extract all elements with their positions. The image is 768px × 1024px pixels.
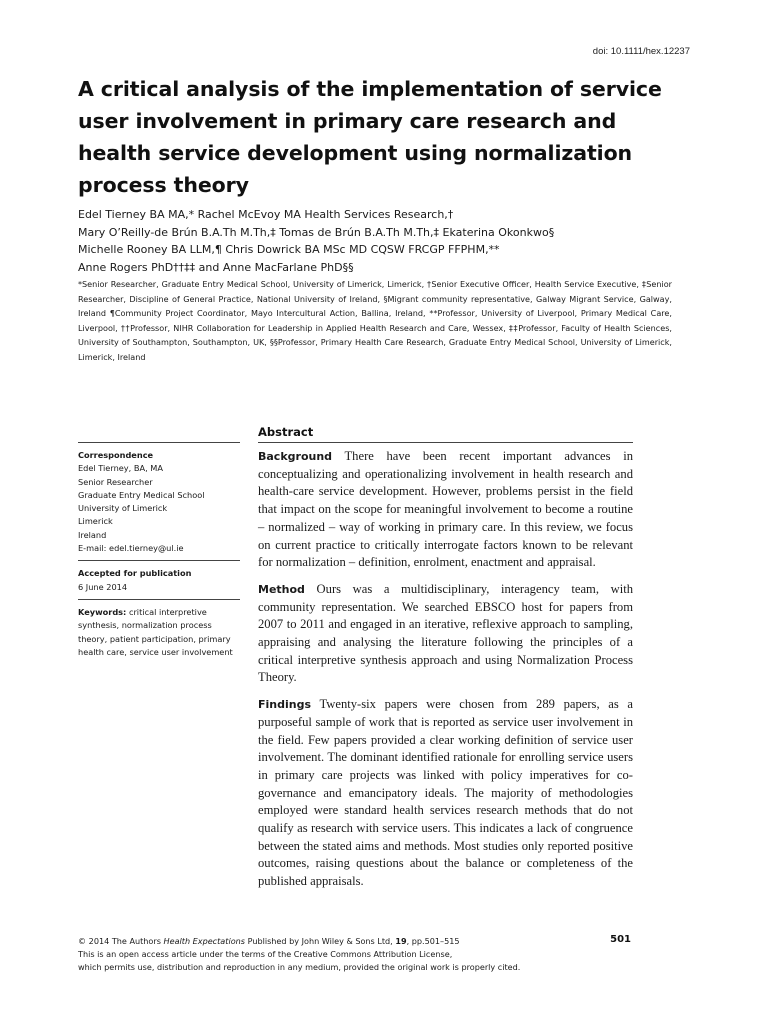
license-line: This is an open access article under the terms of the Creative Commons Attribution License, (78, 949, 453, 960)
abstract-findings (258, 696, 633, 891)
keywords-block (78, 599, 240, 659)
section-text: There have been recent important advances in conceptualizing and operationalizing involvement in health research and health-care service development. However, problems persist in the field that impact on the scope for meaningful involvement to become a routine – normalized – way of working in primary care. In this review, we focus on current practice to critically interrogate factors known to be relevant for normalization – definition, enrolment, enactment and appraisal. (258, 449, 633, 570)
accepted-date: 6 June 2014 (78, 581, 128, 592)
page-number: 501 (610, 934, 631, 945)
correspondence-line: Edel Tierney, BA, MA (78, 463, 163, 474)
correspondence-line: Ireland (78, 529, 107, 540)
correspondence-email[interactable]: E-mail: edel.tierney@ul.ie (78, 543, 184, 554)
section-label: Method (258, 582, 305, 596)
author-line: Anne Rogers PhD††‡‡ and Anne MacFarlane PhD§§ (78, 261, 354, 275)
abstract-method (258, 581, 633, 687)
license-line: which permits use, distribution and reproduction in any medium, provided the original work is properly cited. (78, 962, 521, 973)
correspondence-block (78, 442, 240, 555)
copyright-prefix: © 2014 The Authors (78, 936, 161, 946)
article-sidebar (78, 442, 240, 659)
volume-number: 19 (395, 936, 407, 946)
page-footer (78, 935, 598, 975)
abstract-divider (258, 442, 633, 443)
correspondence-line: University of Limerick (78, 503, 168, 514)
accepted-block (78, 560, 240, 594)
author-list (78, 206, 678, 277)
affiliations: *Senior Researcher, Graduate Entry Medical School, University of Limerick, Limerick, †Senior Executive Officer, Health Service Executive, ‡Senior Researcher, Discipline of General Practice, National University of Ireland, §Migrant community representative, Galway Migrant Service, Galway, Ireland ¶Community Project Coordinator, Mayo Intercultural Action, Ballina, Ireland, **Professor, University of Liverpool, Primary Medical Care, Liverpool, ††Professor, NIHR Collaboration for Leadership in Applied Health Research and Care, Wessex, ‡‡Professor, Faculty of Health Sciences, University of Southampton, Southampton, UK, §§Professor, Primary Health Care Research, Graduate Entry Medical School, University of Limerick, Limerick, Ireland (78, 279, 672, 362)
correspondence-line: Graduate Entry Medical School (78, 489, 205, 500)
copyright-line (78, 935, 598, 948)
author-line: Michelle Rooney BA LLM,¶ Chris Dowrick BA MSc MD CQSW FRCGP FFPHM,** (78, 243, 500, 257)
accepted-heading: Accepted for publication (78, 568, 192, 579)
journal-name: Health Expectations (163, 936, 245, 946)
publisher-text: Published by John Wiley & Sons Ltd, (247, 936, 393, 946)
correspondence-line: Limerick (78, 516, 113, 527)
keywords-text: critical interpretive synthesis, normalization process theory, patient participation, primary health care, service user involvement (78, 606, 233, 657)
doi-label: doi: 10.1111/hex.12237 (592, 46, 690, 57)
keywords-label: Keywords: (78, 606, 127, 617)
author-line: Mary O’Reilly-de Brún B.A.Th M.Th,‡ Tomas de Brún B.A.Th M.Th,‡ Ekaterina Okonkwo§ (78, 225, 555, 239)
abstract-heading: Abstract (258, 425, 314, 439)
author-line: Edel Tierney BA MA,* Rachel McEvoy MA Health Services Research,† (78, 208, 454, 221)
section-text: Twenty-six papers were chosen from 289 papers, as a purposeful sample of work that is reported as service user involvement in the field. Few papers provided a clear working definition of service user involvement. The dominant identified rationale for enrolling service users in primary care projects was linked with policy imperatives for co-governance and emancipatory ideals. The majority of methodologies employed were standard health services research methods that do not qualify as research with service users. This indicates a lack of congruence between the stated aims and methods. Most studies only reported positive outcomes, raising questions about the balance or completeness of the published appraisals. (258, 697, 633, 889)
section-label: Background (258, 450, 333, 463)
correspondence-line: Senior Researcher (78, 476, 153, 487)
page-range: , pp.501–515 (406, 936, 460, 946)
article-title: A critical analysis of the implementation of service user involvement in primary care research and health service development using normalization process theory (78, 77, 662, 197)
abstract-background (258, 448, 633, 572)
section-text: Ours was a multidisciplinary, interagency team, with community representation. We searched EBSCO host for papers from 2007 to 2011 and engaged in an iterative, reflexive approach to sampling, appraising and analysing the literature following the principles of a critical interpretive synthesis approach and using Normalization Process Theory. (258, 581, 633, 685)
correspondence-heading: Correspondence (78, 450, 154, 460)
abstract-body (258, 448, 633, 900)
section-label: Findings (258, 698, 312, 712)
